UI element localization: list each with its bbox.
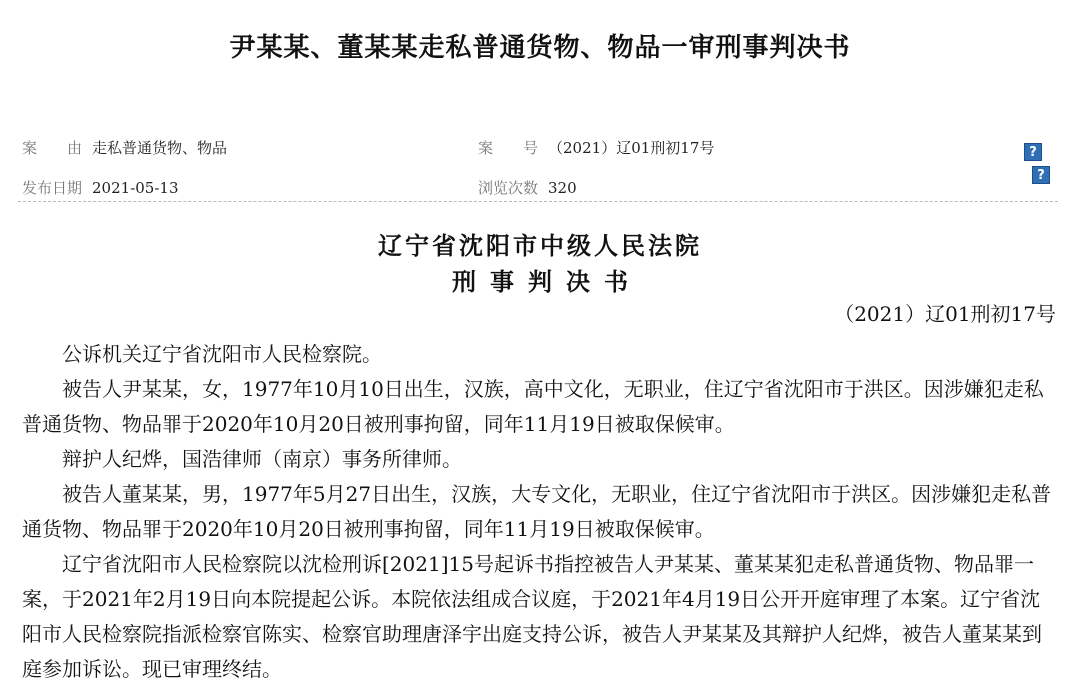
case-number-help-icon[interactable]: ? (1024, 143, 1042, 161)
paragraph-defendant-yin: 被告人尹某某，女，1977年10月10日出生，汉族，高中文化，无职业，住辽宁省沈阳市于洪区。因涉嫌犯走私普通货物、物品罪于2020年10月20日被刑事拘留，同年11月19日被取保候审。 (22, 377, 1044, 436)
header-divider (18, 201, 1058, 202)
cause-value: 走私普通货物、物品 (92, 139, 228, 157)
meta-publish-date (22, 177, 179, 198)
paragraph-defendant-dong: 被告人董某某，男，1977年5月27日出生，汉族，大专文化，无职业，住辽宁省沈阳市于洪区。因涉嫌犯走私普通货物、物品罪于2020年10月20日被刑事拘留，同年11月19日被取保候审。 (22, 482, 1052, 541)
views-help-icon[interactable]: ? (1032, 166, 1050, 184)
paragraph-prosecutor: 公诉机关辽宁省沈阳市人民检察院。 (62, 342, 382, 366)
case-no-label: 案 号 (478, 139, 539, 157)
publish-date-value: 2021-05-13 (92, 179, 179, 197)
document-type: 刑事判决书 (452, 267, 642, 296)
meta-views (478, 177, 577, 198)
publish-date-label: 发布日期 (22, 179, 83, 197)
cause-label: 案 由 (22, 139, 83, 157)
views-value: 320 (548, 179, 577, 197)
case-no-value: （2021）辽01刑初17号 (548, 139, 715, 157)
page-title: 尹某某、董某某走私普通货物、物品一审刑事判决书 (229, 33, 851, 63)
paragraph-procedure: 辽宁省沈阳市人民检察院以沈检刑诉[2021]15号起诉书指控被告人尹某某、董某某犯走私普通货物、物品罪一案，于2021年2月19日向本院提起公诉。本院依法组成合议庭，于2021年4月19日公开开庭审理了本案。辽宁省沈阳市人民检察院指派检察官陈实、检察官助理唐泽宇出庭支持公诉，被告人尹某某及其辩护人纪烨，被告人董某某到庭参加诉讼。现已审理终结。 (22, 552, 1042, 681)
court-name: 辽宁省沈阳市中级人民法院 (378, 231, 702, 260)
meta-case-number (478, 137, 714, 158)
meta-cause (22, 137, 227, 158)
document-case-number: （2021）辽01刑初17号 (834, 302, 1056, 326)
judgment-body (22, 337, 1058, 687)
views-label: 浏览次数 (478, 179, 539, 197)
paragraph-defense-counsel: 辩护人纪烨，国浩律师（南京）事务所律师。 (62, 447, 462, 471)
